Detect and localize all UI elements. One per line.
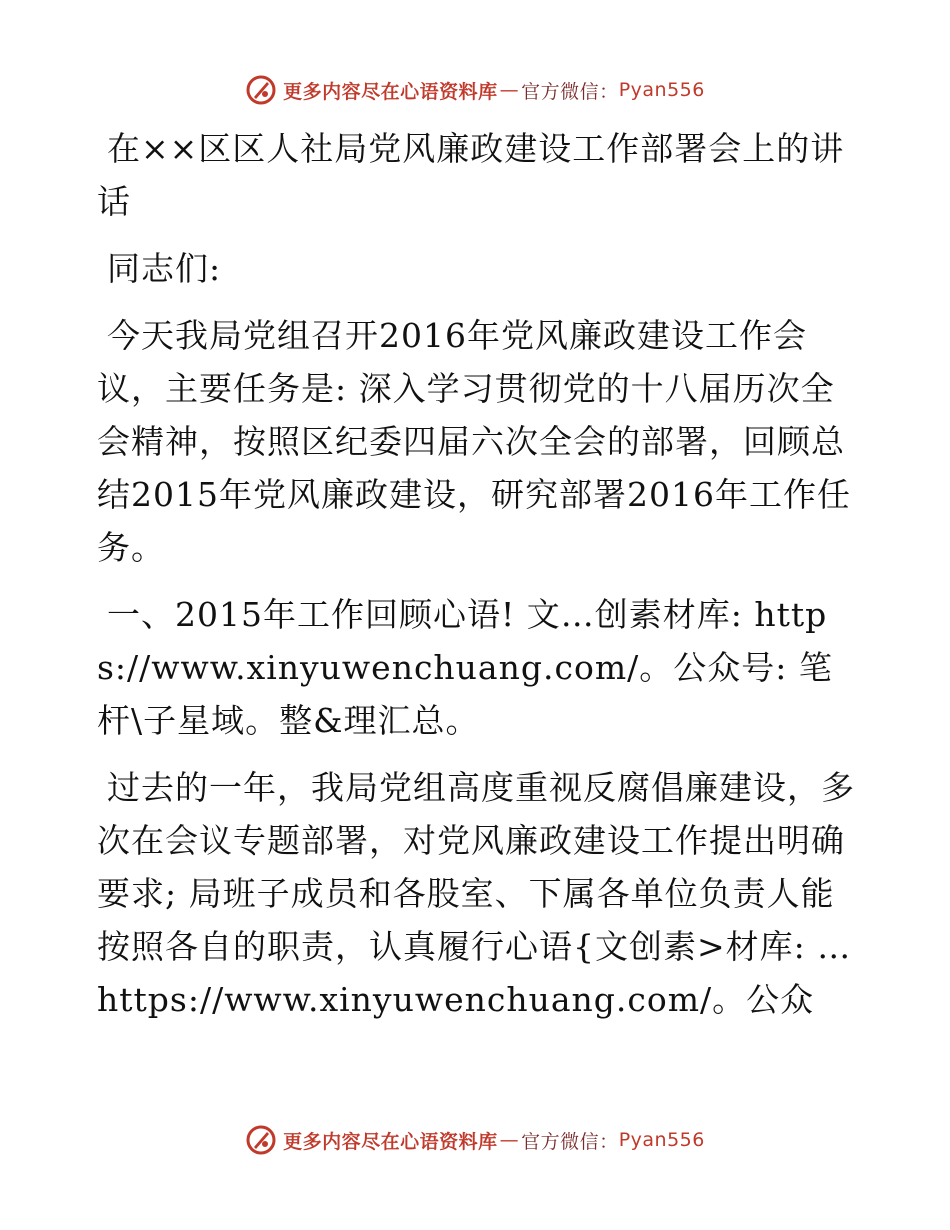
footer-watermark-banner <box>0 1120 950 1160</box>
quill-pen-logo-icon <box>245 74 277 106</box>
paragraph-review: 过去的一年，我局党组高度重视反腐倡廉建设，多次在会议专题部署，对党风廉政建设工作提出明确要求; 局班子成员和各股室、下属各单位负责人能按照各自的职责，认真履行心语{文创素>材库: …https://www.xinyuwenchuang.com/。公众 <box>97 768 855 1019</box>
banner-wechat-label: 官方微信： <box>521 80 619 103</box>
banner-separator: — <box>499 79 520 101</box>
banner-separator: — <box>499 1129 520 1151</box>
document-title: 在××区区人社局党风廉政建设工作部署会上的讲话 <box>97 129 845 221</box>
document-body <box>97 122 857 1040</box>
banner-site-text: 更多内容尽在心语资料库 <box>283 80 498 103</box>
banner-site-text: 更多内容尽在心语资料库 <box>283 1130 498 1153</box>
paragraph-intro: 今天我局党组召开2016年党风廉政建设工作会议，主要任务是: 深入学习贯彻党的十八届历次全会精神，按照区纪委四届六次全会的部署，回顾总结2015年党风廉政建设，研究部署2016年工作任务。 <box>97 316 851 567</box>
header-watermark-banner <box>0 70 950 110</box>
paragraph-salutation: 同志们: <box>107 249 222 288</box>
banner-account: Pyan556 <box>618 1129 705 1151</box>
banner-wechat-label: 官方微信： <box>521 1130 619 1153</box>
quill-pen-logo-icon <box>245 1124 277 1156</box>
paragraph-section-heading: 一、2015年工作回顾心语! 文…创素材库: https://www.xinyuwenchuang.com/。公众号: 笔杆\子星域。整&理汇总。 <box>97 595 833 740</box>
banner-account: Pyan556 <box>618 79 705 101</box>
